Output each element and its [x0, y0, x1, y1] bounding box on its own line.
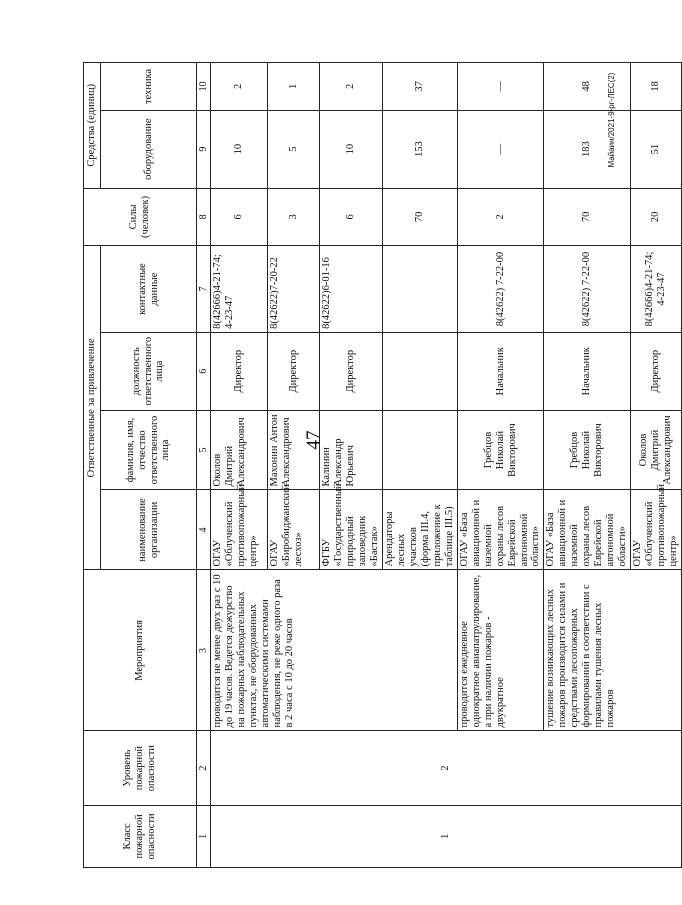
document-code: Майаин/2021-9-рг-ЛЕС(2) [607, 72, 616, 168]
machinery-cell: 2 [320, 63, 383, 111]
equipment-cell: — [457, 110, 544, 188]
forces-cell: 70 [544, 188, 631, 246]
contacts-cell: 8(42622) 7-22-00 [544, 246, 631, 333]
column-number: 5 [197, 410, 211, 490]
forces-cell: 20 [631, 188, 682, 246]
header-forces: Силы (человек) [84, 188, 197, 246]
machinery-cell: 48 [544, 63, 631, 111]
equipment-cell: 10 [211, 110, 268, 188]
equipment-cell: 153 [382, 110, 457, 188]
header-fire-level: Уровень пожарной опасности [84, 731, 197, 805]
machinery-cell: 18 [631, 63, 682, 111]
page-number: 47 [303, 430, 324, 450]
contacts-cell: 8(42666)4-21-74; 4-23-47 [211, 246, 268, 333]
column-number: 7 [197, 246, 211, 333]
column-number: 8 [197, 188, 211, 246]
position-cell: Начальник [544, 332, 631, 410]
forces-cell: 6 [320, 188, 383, 246]
equipment-cell: 183 [544, 110, 631, 188]
forces-cell: 3 [268, 188, 320, 246]
name-cell: Околов Дмитрий Александрович [631, 410, 682, 490]
name-cell: Гребцов Николай Викторович [544, 410, 631, 490]
machinery-cell: 37 [382, 63, 457, 111]
forces-cell: 2 [457, 188, 544, 246]
header-equipment: оборудование [101, 110, 197, 188]
column-number: 6 [197, 332, 211, 410]
org-cell: Арендаторы лесных участков (форма III.4, приложение к таблице III.5) [382, 490, 457, 570]
name-cell: Околов Дмитрий Александрович [211, 410, 268, 490]
contacts-cell: 8(42622)6-01-16 [320, 246, 383, 333]
fire-class-cell: 1 [211, 805, 682, 867]
header-fire-class: Класс пожарной опасности [84, 805, 197, 867]
position-cell: Директор [631, 332, 682, 410]
contacts-cell: 8(42622) 7-22-00 [457, 246, 544, 333]
header-machinery: техника [101, 63, 197, 111]
fire-level-cell: 2 [211, 731, 682, 805]
name-cell: Калинин Александр Юрьевич [320, 410, 383, 490]
position-cell: Начальник [457, 332, 544, 410]
column-number: 10 [197, 63, 211, 111]
column-number: 1 [197, 805, 211, 867]
header-contacts: контактные данные [101, 246, 197, 333]
header-responsible-group: Ответственные за привлечение [84, 246, 101, 570]
header-measures: Мероприятия [84, 570, 197, 731]
forces-cell: 70 [382, 188, 457, 246]
org-cell: ОГАУ «Облученский противопожарный центр» [631, 490, 682, 570]
column-number: 2 [197, 731, 211, 805]
org-cell: ОГАУ «База авиационной и наземной охраны лесов Еврейской автономной области» [457, 490, 544, 570]
forces-cell: 6 [211, 188, 268, 246]
org-cell: ОГАУ «Биробиджанский лесхоз» [268, 490, 320, 570]
fire-resources-table [83, 62, 682, 868]
position-cell: Директор [211, 332, 268, 410]
contacts-cell: 8(42666)4-21-74; 4-23-47 [631, 246, 682, 333]
column-number: 3 [197, 570, 211, 731]
measure-cell: тушение возникающих лесных пожаров производится силами и средствами лесопожарных формирований в соответствии с правилами тушения лесных пожаров [544, 570, 682, 731]
header-means-group: Средства (единиц) [84, 63, 101, 189]
column-number: 9 [197, 110, 211, 188]
measure-cell: проводится ежедневное однократное авиапатрулирование, а при наличии пожаров - двукратное [457, 570, 544, 731]
equipment-cell: 5 [268, 110, 320, 188]
org-cell: ОГАУ «Облученский противопожарный центр» [211, 490, 268, 570]
measure-cell: проводится не менее двух раз с 10 до 19 часов. Ведется дежурство на пожарных наблюдательных пунктах, не оборудованных автоматическими системами наблюдения, не реже одного раза в 2 часа с 10 до 20 часов [211, 570, 458, 731]
header-org: наименование организации [101, 490, 197, 570]
position-cell: Директор [268, 332, 320, 410]
machinery-cell: 2 [211, 63, 268, 111]
machinery-cell: — [457, 63, 544, 111]
name-cell: Гребцов Николай Викторович [457, 410, 544, 490]
name-cell: Махонин Антон Александрович [268, 410, 320, 490]
equipment-cell: 10 [320, 110, 383, 188]
header-name: фамилия, имя, отчество ответственного лица [101, 410, 197, 490]
org-cell: ФГБУ «Государственный природный заповедник «Бастак» [320, 490, 383, 570]
position-cell [382, 332, 457, 410]
machinery-cell: 1 [268, 63, 320, 111]
equipment-cell: 51 [631, 110, 682, 188]
name-cell [382, 410, 457, 490]
org-cell: ОГАУ «База авиационной и наземной охраны лесов Еврейской автономной области» [544, 490, 631, 570]
contacts-cell: 8(42622)7-20-22 [268, 246, 320, 333]
position-cell: Директор [320, 332, 383, 410]
column-number: 4 [197, 490, 211, 570]
table-row [211, 63, 268, 868]
contacts-cell [382, 246, 457, 333]
header-position: должность ответственного лица [101, 332, 197, 410]
